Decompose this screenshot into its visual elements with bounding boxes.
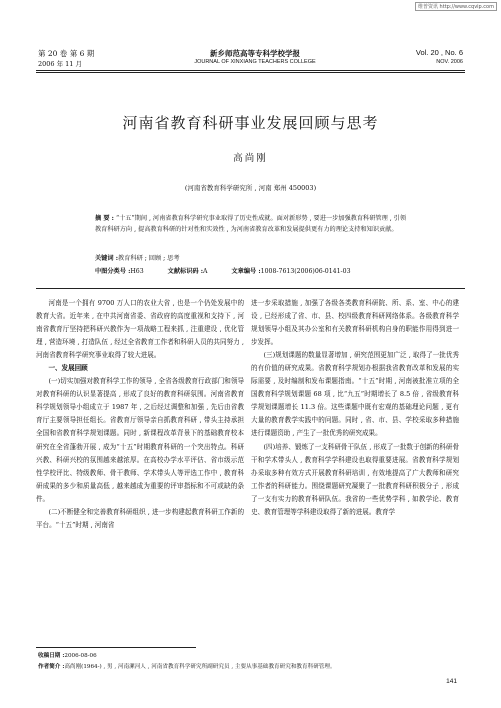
article-no-value: 1008-7613(2006)06-0141-03 bbox=[260, 268, 351, 275]
author-info: 高尚刚(1964-) , 男 , 河南漯河人 , 河南省教育科学研究所副研究员 , 主要从事基础教育研究和教育科研管理。 bbox=[64, 664, 336, 670]
article-author: 高尚刚 bbox=[233, 153, 268, 164]
footnote-rule bbox=[36, 647, 196, 648]
footnote-author bbox=[38, 662, 336, 670]
keywords-label: 关键词 : bbox=[95, 255, 119, 262]
journal-title-en: JOURNAL OF XINXIANG TEACHERS COLLEGE bbox=[194, 59, 316, 65]
author-affiliation: (河南省教育科学研究所 , 河南 郑州 450003) bbox=[184, 184, 317, 192]
keywords-text: 教育科研 ; 回顾 ; 思考 bbox=[118, 255, 180, 262]
header-rule-thin bbox=[36, 72, 465, 73]
doc-code-label: 文献标识码 : bbox=[167, 268, 204, 275]
keywords bbox=[95, 253, 411, 262]
article-no-label: 文章编号 : bbox=[231, 268, 261, 275]
clc-value: H63 bbox=[130, 268, 144, 275]
footnote-received bbox=[38, 651, 97, 659]
header-date-en: NOV. 2006 bbox=[436, 59, 463, 65]
body-paragraph: 进一步采取措施 , 加强了各级各类教育科研院、所、系、室、中心的建设 , 已经形成了省、市、县、校四级教育科研网络体系。各级教育科学规划领导小组及其办公室和有关教育科研机构自身的职能作用得到进一步发挥。 bbox=[251, 299, 459, 347]
journal-title: 新乡师范高等专科学校学报 bbox=[210, 49, 300, 58]
author-info-label: 作者简介 : bbox=[38, 664, 65, 670]
body-paragraph: (四)培养、锻炼了一支科研骨干队伍 , 形成了一批数于创新的科研骨干和学术带头人 , 教育科学学科建设也取得重要进展。省教育科学规划办采取多种有效方式开展教育科研培训 , 有效地提高了广大教师和研究工作者的科研能力。围绕课题研究凝聚了一批教育科研积极分子 , 形成了一支有实力的教育科研队伍。我省的一些优势学科 , 如教学论、教育史、教育管理等学科建设取得了新的进展。教育学 bbox=[251, 442, 459, 516]
body-paragraph: (一)切实加强对教育科学工作的领导 , 全省各级教育行政部门和领导对教育科研的认识显著提高 , 形成了良好的教育科研氛围。河南省教育科学规划领导小组成立于 1987 年 , 之后经过调整和加强 , 先后由省教育厅主要领导担任组长。省教育厅领导亲自抓教育科研 , 带头主持承担全国和省教育科学规划课题。同时 , 新课程改革背景下的基础教育校本研究在全省蓬勃开展 , 成为“十五”时期教育科研的一个突出特点。科研兴教、科研兴校的氛围越来越浓厚。在高校办学水平评估、省市级示范性学校评比、特级教师、骨干教师、学术带头人等评选工作中 , 教育科研成果的多少和质量高低 , 越来越成为重要的评审指标和不可或缺的条件。 bbox=[36, 377, 244, 503]
abstract bbox=[95, 213, 411, 235]
doc-code-value: A bbox=[203, 268, 208, 275]
article-title: 河南省教育科研事业发展回顾与思考 bbox=[122, 114, 379, 132]
header-rule bbox=[36, 70, 465, 71]
body-column-left bbox=[36, 297, 244, 532]
abstract-rule bbox=[36, 288, 465, 289]
header-volume-en: Vol. 20 , No. 6 bbox=[415, 48, 463, 57]
clc-label: 中图分类号 : bbox=[95, 268, 131, 275]
body-paragraph: 河南是一个拥有 9700 万人口的农业大省 , 也是一个仍处发展中的教育大省。近年来 , 在中共河南省委、省政府的高度重视和支持下 , 河南省教育厅坚持把科研兴教作为一项战略工程来抓 , 注重建设 , 优化管理 , 营造环境 , 打造队伍 , 经过全省教育工作者和科研人员的共同努力 , 河南省教育科学研究事业取得了较大进展。 bbox=[36, 299, 244, 360]
body-column-right bbox=[251, 297, 459, 519]
header-date: 2006 年 11 月 bbox=[38, 60, 83, 68]
body-paragraph: (三)规划课题的数量显著增加 , 研究范围更加广泛 , 取得了一批优秀的有价值的研究成果。省教育科学规划办根据我省教育改革和发展的实际需要 , 及时编制和发布课题指南。“十五”时期 , 河南被批准立项的全国教育科学规划课题 68 项 , 比“九五”时期增长了 8.5 倍 , 省级教育科学规划课题增长 11.3 倍。这些课题中既有宏观的基础理论问题 , 更有大量的教育教学实践中的问题。同时 , 省、市、县、学校采取多种措施进行课题资助 , 产生了一批优秀的研究成果。 bbox=[251, 351, 459, 438]
header-volume: 第 20 卷 第 6 期 bbox=[38, 49, 95, 58]
received-label: 收稿日期 : bbox=[38, 653, 65, 659]
page-number: 141 bbox=[446, 678, 457, 685]
section-heading: 一、发展回顾 bbox=[48, 364, 88, 373]
received-date: 2006-08-06 bbox=[64, 653, 97, 659]
abstract-text: “十五”期间 , 河南省教育科学研究事业取得了历史性成就。面对新形势 , 要进一步加强教育科研管理 , 引领教育科研方向 , 提高教育科研的针对性和实效性 , 为河南省教育改革和发展提供更有力的理论支持和知识贡献。 bbox=[95, 215, 407, 233]
abstract-label: 摘 要 : bbox=[95, 215, 114, 222]
classification-line bbox=[95, 266, 373, 275]
body-paragraph: (二)不断健全和完善教育科研组织 , 进一步构建起教育科研工作新的平台。“十五”时期 , 河南省 bbox=[36, 507, 244, 529]
watermark: 维普资讯 http://www.cqvip.com bbox=[415, 2, 497, 11]
